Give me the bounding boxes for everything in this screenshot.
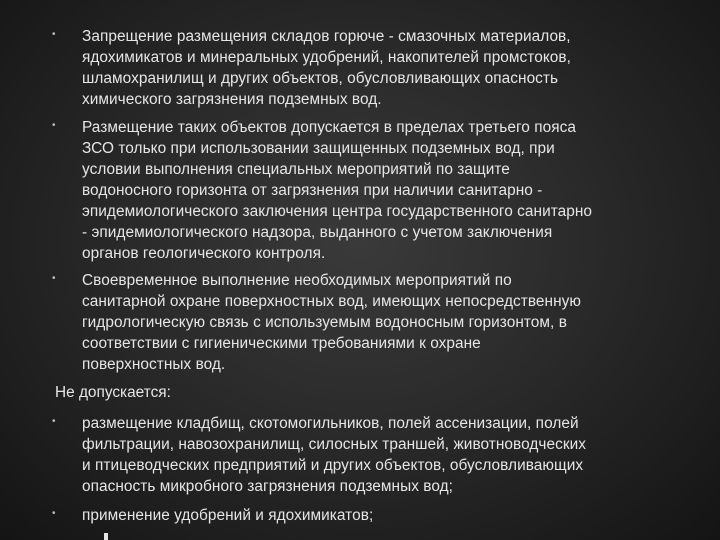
cut-off-glyph bbox=[104, 533, 108, 540]
list-item-text: применение удобрений и ядохимикатов; bbox=[82, 507, 374, 524]
bullet-icon: • bbox=[52, 29, 56, 40]
section-heading: Не допускается: bbox=[55, 384, 171, 401]
bullet-icon: • bbox=[52, 120, 56, 131]
bullet-icon: • bbox=[52, 273, 56, 284]
list-item-text: размещение кладбищ, скотомогильников, полей ассенизации, полей фильтрации, навозохранилищ, силосных траншей, животноводческих и птицеводческих предприятий и других объектов, обусловливающих опасность микробного загрязнения подземных вод; bbox=[82, 415, 586, 495]
list-item-text: Запрещение размещения складов горюче - смазочных материалов, ядохимикатов и минеральных удобрений, накопителей промстоков, шламохранилищ и других объектов, обусловливающих опасность химического загрязнения подземных вод. bbox=[82, 28, 571, 108]
list-item-text: Своевременное выполнение необходимых мероприятий по санитарной охране поверхностных вод, имеющих непосредственную гидрологическую связь с используемым водоносным горизонтом, в соответствии с гигиеническими требованиями к охране поверхностных вод. bbox=[82, 272, 581, 373]
bullet-icon: • bbox=[52, 508, 56, 519]
bullet-icon: • bbox=[52, 416, 56, 427]
list-item-text: Размещение таких объектов допускается в пределах третьего пояса ЗСО только при использовании защищенных подземных вод, при условии выполнения специальных мероприятий по защите водоносного горизонта от загрязнения при наличии санитарно - эпидемиологического заключения центра государственного санитарно - эпидемиологического надзора, выданного с учетом заключения органов геологического контроля. bbox=[82, 119, 593, 262]
